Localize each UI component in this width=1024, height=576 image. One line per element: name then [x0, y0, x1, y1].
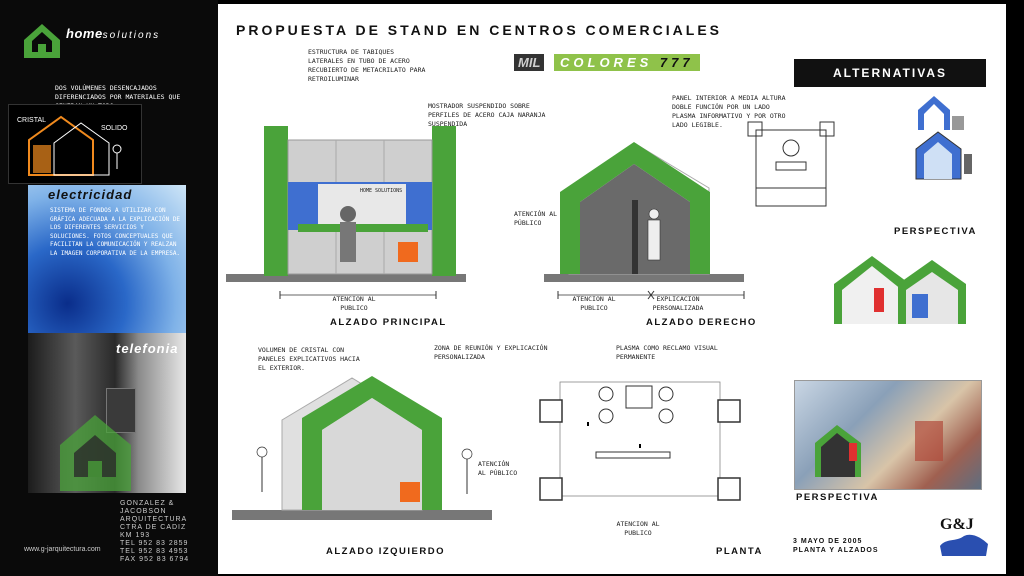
address-line: TEL 952 83 2859 — [120, 540, 189, 547]
logo-text — [66, 26, 160, 41]
alzado-principal-drawing — [226, 104, 466, 284]
brand-mil-colores — [514, 54, 754, 72]
label-planta: PLANTA — [716, 546, 763, 557]
mini-perspective-2 — [906, 124, 976, 194]
telefonia-panel — [28, 333, 186, 493]
alzado-derecho-drawing — [554, 136, 744, 286]
dim-atencion-derecho: ATENCION AL PUBLICO — [572, 295, 616, 312]
planta-drawing — [540, 382, 740, 512]
drawing-sheet — [218, 4, 1006, 574]
house-logo-icon — [22, 22, 62, 60]
stand-in-mall-icon — [795, 381, 983, 491]
intro-note: DOS VOLÚMENES DESENCAJADOS DIFERENCIADOS POR MATERIALES QUE — [55, 84, 181, 101]
note-mostrador: MOSTRADOR SUSPENDIDO SOBRE PERFILES DE ACERO CAJA NARANJA SUSPENDIDA — [428, 102, 546, 128]
logo-sub: solutions — [102, 30, 161, 41]
home-solutions-logo — [22, 22, 212, 62]
dim-explicacion: EXPLICACION PERSONALIZADA — [652, 295, 704, 312]
brand-tail: 777 — [659, 55, 694, 70]
label-alzado-derecho: ALZADO DERECHO — [646, 317, 757, 328]
address-line: KM 193 — [120, 532, 151, 539]
electricidad-panel — [28, 185, 186, 333]
address-line: CTRA DE CADIZ — [120, 524, 187, 531]
website-url[interactable]: www.g-jarquitectura.com — [24, 546, 101, 553]
brand-colores: COLORES — [560, 55, 653, 70]
logo-main: home — [66, 26, 103, 41]
brand-mil: MIL — [514, 54, 544, 71]
label-perspectiva-1: PERSPECTIVA — [894, 226, 977, 237]
sketch-label-solido: SOLIDO — [101, 125, 128, 132]
date-line: 3 MAYO DE 2005 — [793, 538, 863, 545]
electricidad-title: electricidad — [48, 187, 133, 202]
note-volumen: VOLUMEN DE CRISTAL CON PANELES EXPLICATIVOS HACIA EL EXTERIOR. — [258, 346, 360, 372]
label-alzado-principal: ALZADO PRINCIPAL — [330, 317, 447, 328]
address-line: ARQUITECTURA — [120, 516, 188, 523]
address-line: JACOBSON — [120, 508, 167, 515]
note-atencion-derecho: ATENCIÓN AL PÚBLICO — [514, 210, 558, 227]
date-block — [793, 537, 878, 555]
gj-logo — [936, 516, 992, 560]
sidebar — [0, 0, 218, 576]
address-line: FAX 952 83 6794 — [120, 556, 190, 563]
address-line: TEL 952 83 4953 — [120, 548, 189, 555]
note-atencion-izq: ATENCIÓN AL PÚBLICO — [478, 460, 518, 477]
note-zona: ZONA DE REUNIÓN Y EXPLICACIÓN PERSONALIZADA — [434, 344, 548, 361]
subtitle-line: PLANTA Y ALZADOS — [793, 547, 879, 554]
house-watermark-icon — [58, 413, 133, 493]
alzado-izquierdo-drawing — [232, 372, 492, 522]
concept-sketch — [8, 104, 142, 184]
alternatives-header: ALTERNATIVAS — [794, 59, 986, 87]
dim-atencion-planta: ATENCION AL PUBLICO — [616, 520, 660, 537]
perspective-photo — [794, 380, 982, 490]
address-block — [120, 500, 189, 564]
dim-atencion-principal: ATENCION AL PUBLICO — [332, 295, 376, 312]
brand-colores-box — [554, 54, 700, 71]
label-alzado-izquierdo: ALZADO IZQUIERDO — [326, 546, 445, 557]
sketch-label-cristal: CRISTAL — [17, 117, 47, 124]
gj-logo-text: G&J — [940, 516, 974, 533]
telefonia-title: telefonia — [116, 341, 179, 356]
perspective-green — [828, 250, 968, 330]
note-plasma: PLASMA COMO RECLAMO VISUAL PERMANENTE — [616, 344, 718, 361]
page-title: PROPUESTA DE STAND EN CENTROS COMERCIALES — [236, 22, 722, 38]
plan-sketch — [736, 98, 856, 238]
note-estructura: ESTRUCTURA DE TABIQUES LATERALES EN TUBO DE ACERO RECUBIERTO DE METACRILATO PARA RETROILUMINAR — [308, 48, 426, 83]
note-panel: PANEL INTERIOR A MEDIA ALTURA DOBLE FUNCIÓN POR UN LADO PLASMA INFORMATIVO Y POR OTRO LADO LEGIBLE. — [672, 94, 786, 129]
label-perspectiva-2: PERSPECTIVA — [796, 492, 879, 503]
electricidad-text: SISTEMA DE FONDOS A UTILIZAR CON GRÁFICA ADECUADA A LA EXPLICACIÓN DE LOS DIFERENTES SERVICIOS Y SOLUCIONES. FOTOS CONCEPTUALES QUE FACILITAN LA COMUNICACIÓN Y REALZAN LA IMAGEN CORPORATIVA DE LA EMPRESA. — [50, 207, 181, 257]
address-line: GONZALEZ & — [120, 500, 175, 507]
screen-brand: HOME SOLUTIONS — [360, 188, 403, 194]
